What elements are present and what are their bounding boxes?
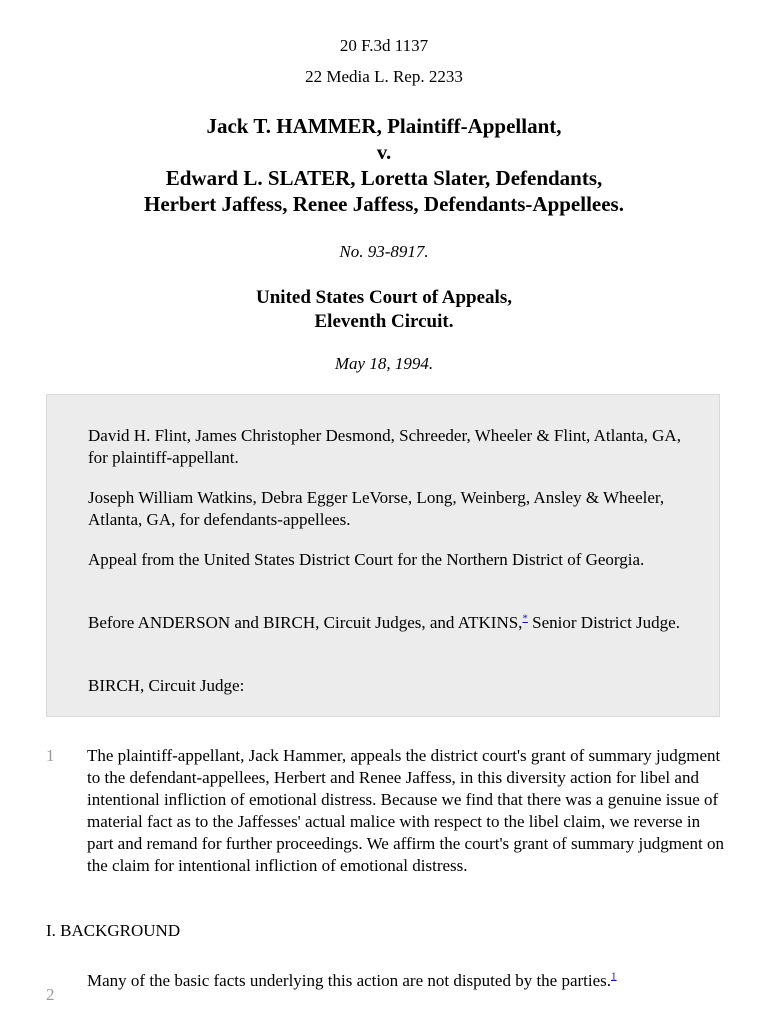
panel-judges-suffix: Senior District Judge. xyxy=(527,613,680,632)
media-law-citation: 22 Media L. Rep. 2233 xyxy=(305,67,463,86)
court-name xyxy=(0,286,768,334)
paragraph-number: 1 xyxy=(46,746,55,765)
case-caption xyxy=(0,113,768,217)
footnote-1-link[interactable]: 1 xyxy=(611,970,617,983)
counsel-appellees: Joseph William Watkins, Debra Egger LeVorse, Long, Weinberg, Ansley & Wheeler, Atlanta, GA, for defendants-appellees. xyxy=(88,488,665,529)
opinion-author: BIRCH, Circuit Judge: xyxy=(88,676,245,695)
counsel-appellant: David H. Flint, James Christopher Desmond, Schreeder, Wheeler & Flint, Atlanta, GA, for plaintiff-appellant. xyxy=(88,426,681,467)
docket-number: No. 93-8917. xyxy=(339,242,429,261)
panel-judges-text: Before ANDERSON and BIRCH, Circuit Judges, and ATKINS, xyxy=(88,613,523,632)
section-heading: I. BACKGROUND xyxy=(46,921,181,940)
paragraph-text-2 xyxy=(87,970,727,992)
footnote-star-link[interactable]: * xyxy=(522,612,528,625)
caption-plaintiff: Jack T. HAMMER, Plaintiff-Appellant, xyxy=(206,114,562,138)
caption-versus: v. xyxy=(376,140,392,164)
paragraph-text-body: Many of the basic facts underlying this action are not disputed by the parties. xyxy=(87,971,612,990)
reporter-citation: 20 F.3d 1137 xyxy=(339,36,429,55)
paragraph-number: 2 xyxy=(46,985,55,1004)
decision-date: May 18, 1994. xyxy=(334,354,434,373)
court-name-line-1: United States Court of Appeals, xyxy=(256,287,512,308)
paragraph-text: The plaintiff-appellant, Jack Hammer, appeals the district court's grant of summary judgment to the defendant-appellees, Herbert and Renee Jaffess, in this diversity action for libel and intentional infliction of emotional distress. Because we find that there was a genuine issue of material fact as to the Jaffesses' actual malice with respect to the libel claim, we reverse in part and remand for further proceedings. We affirm the court's grant of summary judgment on the claim for intentional infliction of emotional distress. xyxy=(87,746,724,875)
prelims-box xyxy=(46,394,720,717)
appeal-origin: Appeal from the United States District Court for the Northern District of Georgia. xyxy=(88,550,645,569)
caption-defendants: Edward L. SLATER, Loretta Slater, Defendants, xyxy=(165,166,603,190)
panel-judges xyxy=(88,612,688,634)
court-name-line-2: Eleventh Circuit. xyxy=(314,311,454,332)
caption-appellees: Herbert Jaffess, Renee Jaffess, Defendants-Appellees. xyxy=(144,192,624,216)
